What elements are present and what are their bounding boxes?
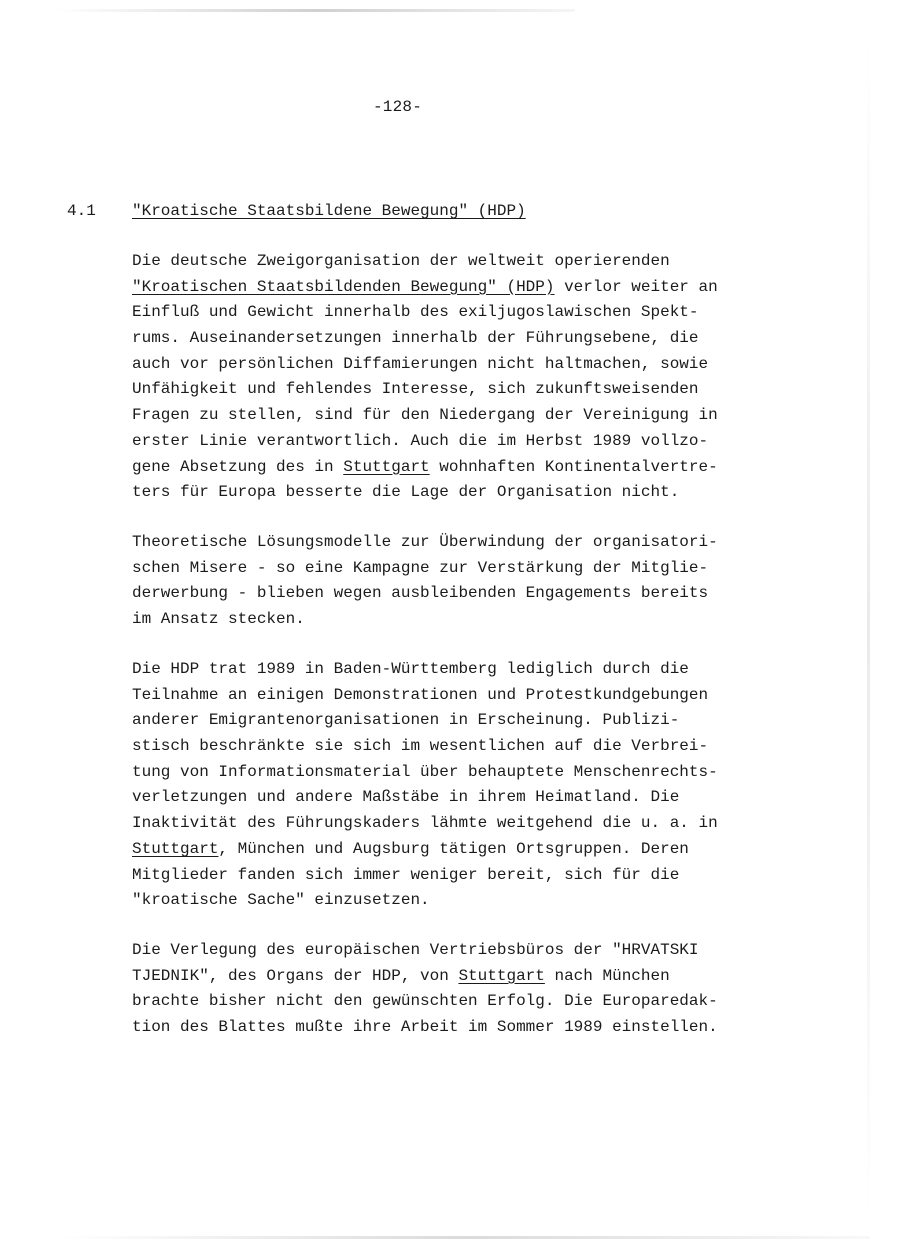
text-line bbox=[132, 863, 792, 889]
line-text: derwerbung - blieben wegen ausbleibenden Engagements bereits bbox=[132, 584, 709, 603]
text-line bbox=[132, 403, 792, 429]
line-text: ters für Europa besserte die Lage der Organisation nicht. bbox=[132, 483, 680, 502]
text-line bbox=[132, 1015, 792, 1041]
text-line bbox=[132, 683, 792, 709]
text-line bbox=[132, 811, 792, 837]
text-line bbox=[132, 708, 792, 734]
paragraph-4 bbox=[132, 938, 792, 1041]
line-text: Die Verlegung des europäischen Vertriebsbüros der "HRVATSKI bbox=[132, 941, 699, 959]
line-text: brachte bisher nicht den gewünschten Erfolg. Die Europaredak- bbox=[132, 992, 718, 1011]
line-text: schen Misere - so eine Kampagne zur Verstärkung der Mitglie- bbox=[132, 558, 709, 577]
scan-edge-top bbox=[55, 9, 575, 12]
text-line bbox=[132, 989, 792, 1015]
line-text: tion des Blattes mußte ihre Arbeit im Sommer 1989 einstellen. bbox=[132, 1018, 718, 1037]
paragraph-1 bbox=[132, 249, 792, 506]
line-text: erster Linie verantwortlich. Auch die im Herbst 1989 vollzo- bbox=[132, 431, 709, 450]
line-text: Theoretische Lösungsmodelle zur Überwindung der organisatori- bbox=[132, 533, 718, 551]
line-text: Teilnahme an einigen Demonstrationen und Protestkundgebungen bbox=[132, 685, 709, 704]
line-text: wohnhaften Kontinentalvertre- bbox=[429, 457, 718, 476]
underlined-term: Stuttgart bbox=[132, 839, 219, 858]
text-line bbox=[132, 837, 792, 863]
section-number: 4.1 bbox=[67, 202, 96, 220]
text-line bbox=[132, 760, 792, 786]
line-text: verlor weiter an bbox=[554, 277, 718, 296]
line-text: Mitglieder fanden sich immer weniger bereit, sich für die bbox=[132, 865, 680, 884]
underlined-term: Stuttgart bbox=[343, 457, 430, 476]
text-line bbox=[132, 785, 792, 811]
line-text: tung von Informationsmaterial über behauptete Menschenrechts- bbox=[132, 762, 718, 781]
line-text: verletzungen und andere Maßstäbe in ihrem Heimatland. Die bbox=[132, 788, 680, 807]
line-text: im Ansatz stecken. bbox=[132, 610, 305, 629]
text-line bbox=[132, 530, 792, 556]
scan-edge-bottom bbox=[60, 1236, 870, 1239]
line-text: Die HDP trat 1989 in Baden-Württemberg lediglich durch die bbox=[132, 660, 689, 678]
text-line bbox=[132, 300, 792, 326]
text-line bbox=[132, 377, 792, 403]
line-text: , München und Augsburg tätigen Ortsgruppen. Deren bbox=[218, 839, 689, 858]
text-line bbox=[132, 326, 792, 352]
line-text: anderer Emigrantenorganisationen in Erscheinung. Publizi- bbox=[132, 711, 680, 730]
line-text: Unfähigkeit und fehlendes Interesse, sich zukunftsweisenden bbox=[132, 380, 699, 399]
line-text: rums. Auseinandersetzungen innerhalb der Führungsebene, die bbox=[132, 329, 699, 348]
line-text: TJEDNIK", des Organs der HDP, von bbox=[132, 966, 459, 985]
line-text: Fragen zu stellen, sind für den Niedergang der Vereinigung in bbox=[132, 406, 718, 425]
line-text: Die deutsche Zweigorganisation der weltweit operierenden bbox=[132, 252, 670, 270]
text-line bbox=[132, 657, 792, 683]
scan-edge-right bbox=[867, 40, 870, 1220]
page-number: -128- bbox=[373, 98, 423, 116]
section-heading: "Kroatische Staatsbildene Bewegung" (HDP) bbox=[132, 202, 526, 220]
line-text: stisch beschränkte sie sich im wesentlichen auf die Verbrei- bbox=[132, 737, 709, 756]
text-line bbox=[132, 964, 792, 990]
line-text: Inaktivität des Führungskaders lähmte weitgehend die u. a. in bbox=[132, 814, 718, 833]
text-line bbox=[132, 556, 792, 582]
text-line bbox=[132, 352, 792, 378]
text-line bbox=[132, 455, 792, 481]
text-line bbox=[132, 275, 792, 301]
line-text: "kroatische Sache" einzusetzen. bbox=[132, 891, 430, 910]
text-line bbox=[132, 607, 792, 633]
text-line bbox=[132, 938, 792, 964]
text-line bbox=[132, 249, 792, 275]
text-line bbox=[132, 429, 792, 455]
line-text: nach München bbox=[544, 966, 670, 985]
line-text: auch vor persönlichen Diffamierungen nicht haltmachen, sowie bbox=[132, 354, 709, 373]
line-text: Einfluß und Gewicht innerhalb des exiljugoslawischen Spekt- bbox=[132, 303, 699, 322]
underlined-term: "Kroatischen Staatsbildenden Bewegung" (HDP) bbox=[132, 277, 555, 296]
line-text: gene Absetzung des in bbox=[132, 457, 344, 476]
text-line bbox=[132, 480, 792, 506]
underlined-term: Stuttgart bbox=[458, 966, 545, 985]
paragraph-3 bbox=[132, 657, 792, 914]
paragraph-2 bbox=[132, 530, 792, 633]
text-line bbox=[132, 888, 792, 914]
text-line bbox=[132, 581, 792, 607]
text-line bbox=[132, 734, 792, 760]
